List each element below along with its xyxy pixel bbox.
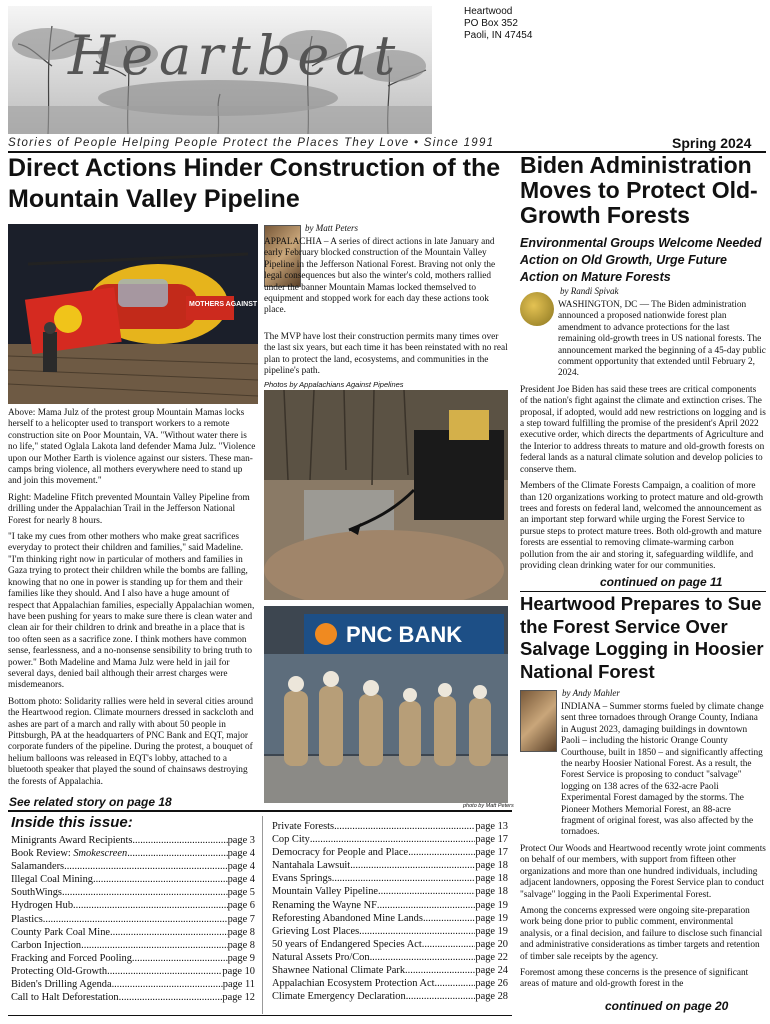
address-line: PO Box 352 xyxy=(464,18,518,29)
toc-entry-label: Natural Assets Pro/Con xyxy=(272,951,370,963)
toc-leader-dots xyxy=(127,847,227,860)
toc-leader-dots xyxy=(132,952,228,965)
masthead-title: Heartbeat xyxy=(68,24,402,87)
toc-leader-dots xyxy=(334,820,475,833)
toc-leader-dots xyxy=(422,938,476,951)
lead-story-column xyxy=(8,408,258,793)
toc-entry-page: page 12 xyxy=(222,992,255,1004)
toc-entry[interactable] xyxy=(11,978,255,991)
toc-entry-page: page 4 xyxy=(227,848,255,860)
bank-sign-text: PNC BANK xyxy=(346,622,463,647)
toc-entry-italic: Smokescreen xyxy=(73,848,128,860)
toc-entry[interactable] xyxy=(272,938,508,951)
toc-entry-page: page 18 xyxy=(475,873,508,885)
paragraph: Right: Madeline Ffitch prevented Mountain Valley Pipeline from drilling under the Appalachian Trail in the Jefferson National Forest for nearly 8 hours. xyxy=(8,492,250,526)
toc-entry-label: Plastics xyxy=(11,913,43,925)
right-subhead: Environmental Groups Welcome Needed Action on Old Growth, Urge Future Action on Mature Forests xyxy=(520,236,762,284)
toc-leader-dots xyxy=(423,912,475,925)
toc-leader-dots xyxy=(107,965,222,978)
toc-entry-label: Call to Halt Deforestation xyxy=(11,992,119,1004)
toc-entry[interactable] xyxy=(272,912,508,925)
toc-entry-page: page 8 xyxy=(227,926,255,938)
toc-entry-page: page 5 xyxy=(227,887,255,899)
toc-entry[interactable] xyxy=(11,939,255,952)
toc-entry[interactable] xyxy=(272,925,508,938)
toc-leader-dots xyxy=(93,873,228,886)
toc-entry-page: page 17 xyxy=(475,847,508,859)
paragraph: Foremost among these concerns is the presence of significant areas of mature and old-growth forest in the xyxy=(520,967,749,990)
right-article-body xyxy=(520,300,766,577)
toc-entry-label: Cop City xyxy=(272,834,310,846)
paragraph: Members of the Climate Forests Campaign, a coalition of more than 120 organizations working to protect mature and old-growth trees and forests on federal land, welcomed the announcement as an important step forward while urging the Forest Service to pursue steps to protect mature trees. Both old-growth and mature forests are essential to removing climate-warming carbon pollution from the air and storing it, safeguarding wildlife, and providing clean drinking water for our communities. xyxy=(520,481,764,571)
toc-entry[interactable] xyxy=(11,913,255,926)
toc-leader-dots xyxy=(119,991,223,1004)
byline: by Randi Spivak xyxy=(560,286,619,296)
toc-entry-label: Minigrants Award Recipients xyxy=(11,835,133,846)
toc-divider xyxy=(262,816,263,1014)
toc-entry-page: page 17 xyxy=(475,834,508,846)
toc-right-column xyxy=(272,820,508,1003)
toc-entry-label: Evans Springs xyxy=(272,873,332,885)
banner-text: MOTHERS AGAINST xyxy=(189,301,258,308)
toc-left-column xyxy=(11,834,255,1004)
toc-entry[interactable] xyxy=(272,846,508,859)
toc-entry-label: Protecting Old-Growth xyxy=(11,965,108,977)
toc-entry-label: Appalachian Ecosystem Protection Act xyxy=(272,978,435,990)
toc-entry-label: Nantahala Lawsuit xyxy=(272,860,351,872)
toc-entry-label: Illegal Coal Mining xyxy=(11,874,93,886)
toc-leader-dots xyxy=(310,833,476,846)
toc-leader-dots xyxy=(112,978,223,991)
toc-entry-page: page 8 xyxy=(227,939,255,951)
toc-entry-page: page 19 xyxy=(475,912,508,924)
lead-headline: Direct Actions Hinder Construction of the Mountain Valley Pipeline xyxy=(8,154,501,213)
toc-leader-dots xyxy=(64,860,227,873)
second-article-body xyxy=(520,702,766,996)
toc-leader-dots xyxy=(350,859,475,872)
toc-entry-page: page 11 xyxy=(222,979,255,991)
toc-entry-label: Climate Emergency Declaration xyxy=(272,991,406,1003)
divider xyxy=(520,591,766,592)
toc-entry-label: Shawnee National Climate Park xyxy=(272,965,406,977)
toc-entry-label: Reforesting Abandoned Mine Lands xyxy=(272,912,423,924)
paragraph: Bottom photo: Solidarity rallies were held in several cities around the Heartwood region. Climate mourners dressed in sackcloth and ashes are part of a march and rally with about 50 people in Pittsburgh, PA at the headquarters of PNC Bank and EQT, major corporate funders of the pipeline. During the protest, a bouquet of helium balloons was released in EQT's lobby, attached to a bluetooth speaker that played the sound of chainsaws destroying the forests of Appalachia. xyxy=(8,696,254,787)
toc-entry-label: Democracy for People and Place xyxy=(272,847,409,859)
toc-entry-page: page 6 xyxy=(227,900,255,912)
toc-entry[interactable] xyxy=(272,951,508,964)
paragraph: INDIANA – Summer storms fueled by climate change sent three tornadoes through Orange County, Indiana in August 2023, damaging buildings in downtown Paoli – including the historic Orange County Courthouse, built in 1850 – and significantly affecting the nearby Hoosier National Forest. As a result, the Forest Service is proposing to conduct "salvage" logging on 138 acres of the 632-acre Paoli Experimental Forest damaged by the storms. The Pioneer Mothers Memorial Forest, an 88-acre fragment of original forest, was also affected by the tornadoes. xyxy=(561,702,764,838)
toc-entry[interactable] xyxy=(11,952,255,965)
toc-entry-label: Book Review: Smokescreen xyxy=(11,848,128,860)
toc-leader-dots xyxy=(405,964,475,977)
toc-leader-dots xyxy=(73,899,228,912)
toc-entry-page: page 20 xyxy=(475,938,508,950)
toc-leader-dots xyxy=(81,939,227,952)
continued-link[interactable]: continued on page 20 xyxy=(605,999,729,1013)
article-body xyxy=(264,332,508,383)
paragraph: WASHINGTON, DC — The Biden administration announced a proposed nationwide forest plan amendment to advance protections for the last remaining old-growth trees in US national forests. The announcement marked the beginning of a 45-day public comment opportunity that extended until February 2, 2024. xyxy=(558,300,766,379)
paragraph: Among the concerns expressed were ongoing site-preparation work being done prior to public comment, environmental analysis, or a final decision, and failure to disclose such financial and administrative considerations as timber targets and retention of timber sale receipts by the agency. xyxy=(520,905,763,962)
mailing-address xyxy=(440,6,766,134)
address-line: Heartwood xyxy=(464,6,513,17)
toc-entry-label: Grieving Lost Places xyxy=(272,925,360,937)
toc-entry[interactable] xyxy=(11,899,255,912)
toc-entry-page: page 9 xyxy=(227,952,255,964)
toc-entry-page: page 4 xyxy=(227,874,255,886)
toc-entry-page: page 10 xyxy=(222,965,255,977)
pnc-rally-photo xyxy=(264,606,508,803)
photo-credit: photo by Matt Peters xyxy=(463,803,514,809)
toc-leader-dots xyxy=(378,885,475,898)
toc-leader-dots xyxy=(110,926,228,939)
toc-entry[interactable] xyxy=(11,873,255,886)
toc-leader-dots xyxy=(359,925,475,938)
toc-leader-dots xyxy=(43,913,228,926)
article-body xyxy=(264,237,508,322)
toc-entry[interactable] xyxy=(272,833,508,846)
paragraph: The MVP have lost their construction permits many times over the last six years, but each time it has been reinstated with no real plan to protect the land, ecosystems, and communities in the pipeline's path. xyxy=(264,332,508,377)
paragraph: "I take my cues from other mothers who make great sacrifices everyday to protect their children and families," said Madeline. "I'm thinking right now in particular of mothers and families in Gaza trying to protect their children while the bombs are falling, knowing that no one in power is standing up for them and their families like they should. And I also have a huge amount of respect that Appalachian families, especially Appalachian women, have been pushing for years to make sure there is clean water and clean air for their children to drink and breathe in a place that is too often seen as a sacrifice zone. I think mothers have common sense, fearlessness, and a no-nonsense sensibility to bring truth to power." Both Madeline and Mama Julz were held in jail for several days, denied bail although their arrest charges were misdemeanors. xyxy=(8,532,255,691)
toc-entry-label: Renaming the Wayne NF xyxy=(272,899,377,911)
toc-entry[interactable] xyxy=(272,820,508,833)
toc-leader-dots xyxy=(434,977,475,990)
toc-entry[interactable] xyxy=(11,834,255,847)
toc-entry-label: County Park Coal Mine xyxy=(11,926,110,938)
toc-entry[interactable] xyxy=(11,926,255,939)
masthead-logo xyxy=(8,6,432,134)
helicopter-photo xyxy=(8,224,258,404)
toc-leader-dots xyxy=(406,990,476,1003)
byline: by Matt Peters xyxy=(305,223,358,233)
toc-entry-label: Private Forests xyxy=(272,821,335,832)
see-related-link[interactable]: See related story on page 18 xyxy=(9,795,172,809)
toc-entry-page: page 22 xyxy=(475,951,508,963)
toc-entry[interactable] xyxy=(11,886,255,899)
paragraph: Above: Mama Julz of the protest group Mountain Mamas locks herself to a helicopter used to transport workers to a remote construction site on Poor Mountain, VA. "Without water there is no life," stated Oglala Lakota land defender Mama Julz. "Violence upon our Mother Earth is violence against our sisters. These man-camps bring violence, all mothers everywhere need to stand up and join this movement." xyxy=(8,408,256,487)
issue-date: Spring 2024 xyxy=(672,135,752,151)
toc-entry-page: page 3 xyxy=(227,835,255,846)
toc-entry[interactable] xyxy=(272,990,508,1003)
toc-entry-label: Mountain Valley Pipeline xyxy=(272,886,379,898)
right-headline: Biden Administration Moves to Protect Old-Growth Forests xyxy=(520,152,758,228)
toc-entry-page: page 26 xyxy=(475,978,508,990)
pipeline-site-photo xyxy=(264,390,508,600)
toc-entry[interactable] xyxy=(272,977,508,990)
toc-entry-label: 50 years of Endangered Species Act xyxy=(272,938,422,950)
toc-entry-page: page 18 xyxy=(475,886,508,898)
toc-entry-label: Salamanders xyxy=(11,861,65,873)
toc-entry-label: SouthWings xyxy=(11,887,62,899)
toc-entry-label: Hydrogen Hub xyxy=(11,900,74,912)
toc-entry[interactable] xyxy=(272,859,508,872)
toc-leader-dots xyxy=(62,886,228,899)
toc-entry[interactable] xyxy=(11,847,255,860)
toc-leader-dots xyxy=(332,872,476,885)
toc-leader-dots xyxy=(408,846,475,859)
toc-entry[interactable] xyxy=(272,899,508,912)
tagline: Stories of People Helping People Protect the Places They Love • Since 1991 xyxy=(8,137,495,149)
toc-entry-label: Carbon Injection xyxy=(11,939,82,951)
continued-link[interactable]: continued on page 11 xyxy=(600,575,723,589)
toc-entry[interactable] xyxy=(272,885,508,898)
toc-entry-page: page 19 xyxy=(475,925,508,937)
toc-entry[interactable] xyxy=(11,860,255,873)
toc-leader-dots xyxy=(132,834,227,847)
toc-leader-dots xyxy=(370,951,476,964)
toc-leader-dots xyxy=(377,899,476,912)
toc-entry-page: page 4 xyxy=(227,861,255,873)
toc-entry-label: Biden's Drilling Agenda xyxy=(11,979,112,991)
toc-entry-page: page 18 xyxy=(475,860,508,872)
toc-entry-page: page 28 xyxy=(475,991,508,1003)
toc-entry-page: page 13 xyxy=(475,821,508,832)
toc-entry[interactable] xyxy=(272,872,508,885)
second-headline: Heartwood Prepares to Sue the Forest Service Over Salvage Logging in Hoosier National Forest xyxy=(520,593,764,682)
photo-credit: Photos by Appalachians Against Pipelines xyxy=(264,380,404,389)
toc-entry-page: page 24 xyxy=(475,965,508,977)
toc-entry-page: page 7 xyxy=(227,913,255,925)
toc-entry[interactable] xyxy=(11,965,255,978)
paragraph: President Joe Biden has said these trees are critical components of the nation's fight against the climate and extinction crises. The proposal, if adopted, would add new restrictions on logging and is a step toward fulfilling the promise of the president's April 2022 executive order, which directs the departments of Agriculture and the Interior to address threats to mature and old-growth forests on federal lands as a natural climate solution and develop policies to conserve them. xyxy=(520,384,766,475)
paragraph: Protect Our Woods and Heartwood recently wrote joint comments on behalf of our members, with support from fifteen other organizations and more than one hundred individuals, including adjacent landowners, opposing the Forest Service plan to conduct "salvage" logging in the Paoli Experimental Forest. xyxy=(520,843,766,900)
table-of-contents xyxy=(8,810,512,1016)
toc-entry-page: page 19 xyxy=(475,899,508,911)
toc-entry[interactable] xyxy=(272,964,508,977)
toc-title: Inside this issue: xyxy=(11,814,133,831)
paragraph: APPALACHIA – A series of direct actions in late January and early February blocked construction of the Mountain Valley Pipeline in the Jefferson National Forest. Braving not only the legal consequences but also the winter's cold, mothers rallied under the banner Mountain Mamas locked themselved to equipment and stopped work for each day these actions took place. xyxy=(264,237,496,316)
toc-entry[interactable] xyxy=(11,991,255,1004)
address-line: Paoli, IN 47454 xyxy=(464,30,533,41)
byline: by Andy Mahler xyxy=(562,688,620,698)
toc-entry-label: Fracking and Forced Pooling xyxy=(11,952,132,964)
